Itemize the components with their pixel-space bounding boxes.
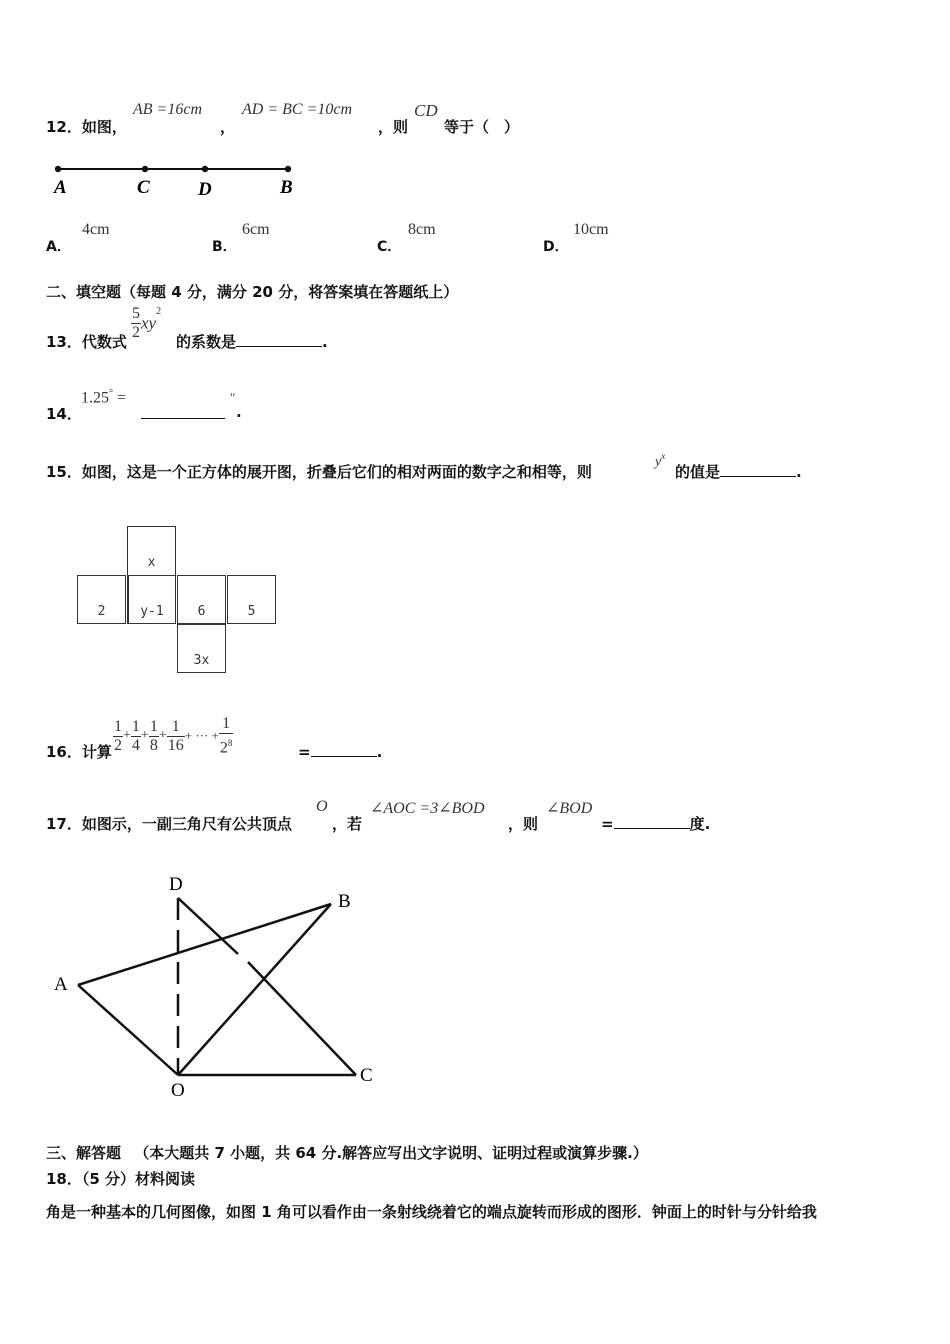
q17-triangle-figure <box>48 866 388 1106</box>
q14-degree: ° <box>109 388 113 399</box>
q16-lead: 计算 <box>81 743 112 761</box>
q17-equals: = <box>601 815 614 833</box>
q12-option-b-letter[interactable]: B． <box>212 239 237 255</box>
point-c-dot <box>142 166 148 172</box>
q18-head: （5 分）材料阅读 <box>81 1170 196 1188</box>
q17-if: ，若 <box>332 815 363 833</box>
q12-option-a-letter[interactable]: A． <box>46 239 71 255</box>
q15-power <box>655 451 665 470</box>
q16-label <box>46 741 112 762</box>
vertex-a-label: A <box>54 974 68 995</box>
section3-title: 三、解答题 <box>46 1144 122 1162</box>
q12-segment-figure <box>44 155 304 205</box>
q16-plus-2: + <box>140 728 149 744</box>
q13-end: . <box>322 333 328 351</box>
q15-text: 如图，这是一个正方体的展开图，折叠后它们的相对两面的数字之和相等，则 <box>81 463 592 481</box>
point-b-label: B <box>280 177 293 198</box>
q17-line <box>46 813 292 834</box>
q12-number: 12． <box>46 118 82 136</box>
q16-fraction-1: $\frac{1}{2}$ <box>114 717 122 754</box>
q18-number: 18． <box>46 1170 82 1188</box>
net-face-left: 2 <box>77 575 126 624</box>
section3-header <box>46 1142 648 1163</box>
section3-desc: （本大题共 7 小题，共 64 分.解答应写出文字说明、证明过程或演算步骤.） <box>134 1144 648 1162</box>
section2-title: 二、填空题（每题 4 分，满分 20 分，将答案填在答题纸上） <box>46 283 459 301</box>
q13-number: 13． <box>46 333 82 351</box>
q18-header <box>46 1168 195 1189</box>
q16-fraction-4: $\frac{1}{16}$ <box>167 717 184 754</box>
q12-option-c-value[interactable]: 8cm <box>408 221 436 238</box>
q13-exp: 2 <box>156 306 162 317</box>
cube-net <box>77 526 280 678</box>
q15-exp: x <box>661 451 666 461</box>
q13-term: xy <box>141 313 157 333</box>
q16-fraction-3: $\frac{1}{8}$ <box>149 717 158 754</box>
q17-then: ，则 <box>508 815 539 833</box>
q12-option-c-letter[interactable]: C． <box>377 239 402 255</box>
q17-vertex: O <box>316 798 328 815</box>
point-a-label: A <box>54 177 67 198</box>
vertex-c-label: C <box>360 1065 373 1086</box>
q14-value: 1.25 <box>81 389 109 407</box>
q17-number: 17． <box>46 815 82 833</box>
line-ao <box>78 985 178 1075</box>
q12-then: ，则 <box>378 118 409 136</box>
q15-end: . <box>796 463 802 481</box>
q16-tail-line <box>298 741 382 761</box>
q13-frac-num: 5 <box>132 305 140 322</box>
q13-frac-den: 2 <box>132 324 140 341</box>
q12-eq1: AB =16cm <box>133 101 202 118</box>
net-face-center: y-1 <box>127 575 176 624</box>
q16-plus-1: + <box>123 728 131 744</box>
q17-tail: 度. <box>689 815 711 833</box>
line-dc-lower <box>248 962 356 1075</box>
q13-tail: 的系数是 <box>176 333 237 351</box>
net-face-bottom: 3x <box>177 624 226 673</box>
q17-lead: 如图示，一副三角尺有公共顶点 <box>81 815 292 833</box>
point-d-dot <box>202 166 208 172</box>
q16-expression <box>113 715 233 757</box>
vertex-d-label: D <box>169 874 183 895</box>
q12-comma: ， <box>220 118 236 136</box>
q16-ellipsis: + ··· + <box>184 728 219 744</box>
q17-target: ∠BOD <box>546 800 593 817</box>
q16-equals: = <box>298 743 311 761</box>
q13-expression <box>131 305 161 342</box>
q16-answer-blank[interactable] <box>311 741 377 757</box>
q13-fraction <box>131 305 141 342</box>
line-dc-upper <box>178 898 238 954</box>
q17-tail-line <box>601 813 710 834</box>
q13-lead: 代数式 <box>81 333 127 351</box>
q13-label <box>46 331 127 352</box>
q16-end: . <box>376 743 383 761</box>
q12-line <box>46 116 127 137</box>
q12-eq2: AD = BC =10cm <box>242 101 353 118</box>
q14-tail-line <box>141 403 225 423</box>
q15-tail: 的值是 <box>675 463 721 481</box>
net-face-right1: 6 <box>177 575 226 624</box>
q16-plus-3: + <box>158 728 167 744</box>
q15-answer-blank[interactable] <box>720 461 796 477</box>
q16-fraction-last: $\frac{1}{2^8}$ <box>219 715 233 757</box>
q12-target: CD <box>414 101 438 120</box>
q13-tail-line <box>176 331 328 352</box>
point-d-label: D <box>198 179 212 200</box>
vertex-o-label: O <box>171 1080 185 1101</box>
q12-tail: 等于（ ） <box>444 118 520 136</box>
q14-equals: = <box>117 389 127 407</box>
q14-expression <box>81 388 126 407</box>
q14-answer-blank[interactable] <box>141 403 225 419</box>
point-a-dot <box>55 166 61 172</box>
q12-option-a-value[interactable]: 4cm <box>82 221 110 238</box>
net-face-right2: 5 <box>227 575 276 624</box>
line-ab <box>78 904 331 985</box>
q12-option-d-value[interactable]: 10cm <box>573 221 609 238</box>
q16-fraction-2: $\frac{1}{4}$ <box>131 717 140 754</box>
q15-line <box>46 461 592 482</box>
q14-number: 14． <box>46 405 82 423</box>
q12-option-b-value[interactable]: 6cm <box>242 221 270 238</box>
net-face-top: x <box>127 526 176 575</box>
vertex-b-label: B <box>338 891 351 912</box>
q13-answer-blank[interactable] <box>236 331 322 347</box>
q12-lead: 如图， <box>81 118 127 136</box>
point-b-dot <box>285 166 291 172</box>
q14-end: . <box>236 403 242 421</box>
q15-base: y <box>655 454 662 470</box>
q14-unit: ″ <box>230 390 236 405</box>
q17-answer-blank[interactable] <box>614 813 690 829</box>
q15-number: 15． <box>46 463 82 481</box>
q12-option-d-letter[interactable]: D． <box>543 239 569 255</box>
q17-condition: ∠AOC =3∠BOD <box>370 800 485 817</box>
point-c-label: C <box>137 177 150 198</box>
q18-body: 角是一种基本的几何图像，如图 1 角可以看作由一条射线绕着它的端点旋转而形成的图形．钟面上的时针与分针给我 <box>46 1203 817 1221</box>
q16-number: 16． <box>46 743 82 761</box>
q15-tail-line <box>675 461 802 482</box>
